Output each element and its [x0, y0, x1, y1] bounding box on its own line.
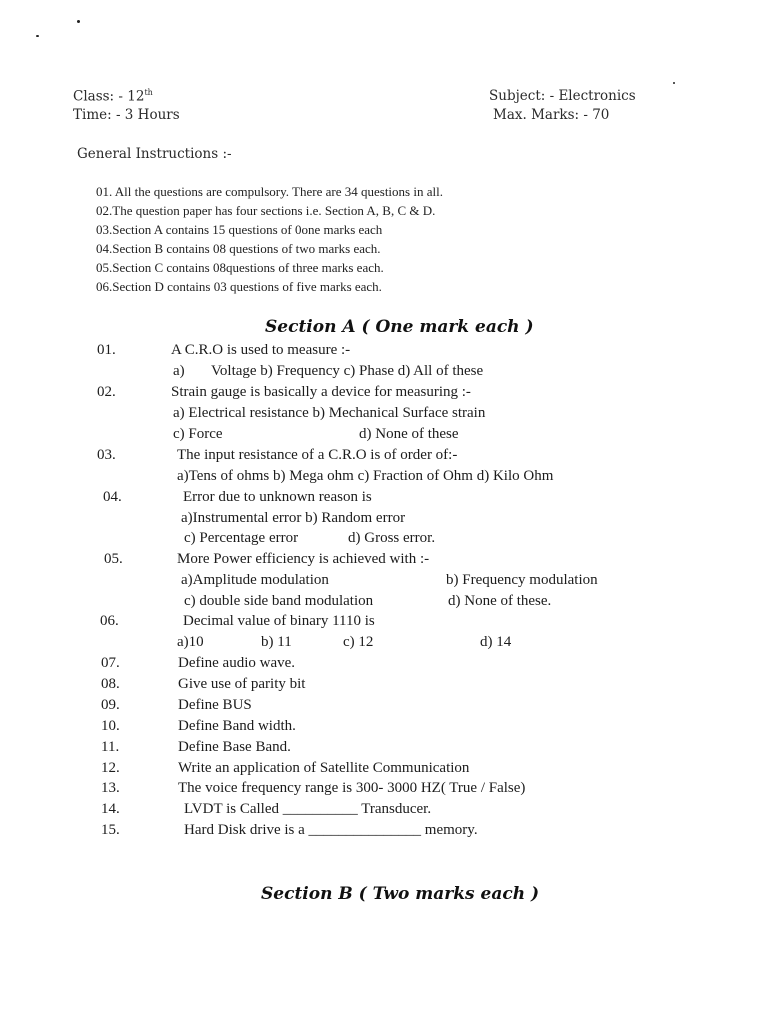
question-number: 10.	[101, 718, 120, 734]
option: d) None of these.	[448, 593, 552, 609]
option: a)Tens of ohms b) Mega ohm c) Fraction of Ohm d) Kilo Ohm	[177, 468, 554, 484]
option: a)Amplitude modulation	[181, 572, 329, 588]
section-a-title: Section A ( One mark each )	[265, 317, 534, 337]
scan-speck	[36, 35, 39, 37]
option: b) 11	[261, 634, 292, 650]
option: a)Instrumental error b) Random error	[181, 510, 406, 526]
section-b-title: Section B ( Two marks each )	[261, 884, 540, 904]
question-text: Strain gauge is basically a device for measuring :-	[171, 384, 471, 400]
option: a) Electrical resistance b) Mechanical Surface strain	[173, 405, 486, 421]
option: c) Force	[173, 426, 223, 442]
option: Voltage b) Frequency c) Phase d) All of these	[211, 363, 484, 379]
option: d) Gross error.	[348, 530, 436, 546]
option: a)	[173, 363, 185, 379]
question-number: 02.	[97, 384, 116, 400]
question-number: 01.	[97, 342, 116, 358]
question-text: Define BUS	[178, 697, 252, 713]
question-text: Error due to unknown reason is	[183, 489, 372, 505]
question-text: A C.R.O is used to measure :-	[171, 342, 351, 358]
max-marks-label: Max. Marks: - 70	[493, 107, 610, 123]
question-number: 09.	[101, 697, 120, 713]
question-number: 07.	[101, 655, 120, 671]
subject-label: Subject: - Electronics	[489, 88, 636, 104]
instruction-item: 05.Section C contains 08questions of three marks each.	[96, 260, 384, 275]
question-number: 03.	[97, 447, 116, 463]
instruction-item: 06.Section D contains 03 questions of five marks each.	[96, 279, 382, 294]
question-text: Hard Disk drive is a _______________ memory.	[184, 822, 478, 838]
question-number: 14.	[101, 801, 120, 817]
option: d) 14	[480, 634, 512, 650]
option: b) Frequency modulation	[446, 572, 598, 588]
question-number: 04.	[103, 489, 122, 505]
instruction-item: 04.Section B contains 08 questions of two marks each.	[96, 241, 381, 256]
instruction-item: 01. All the questions are compulsory. There are 34 questions in all.	[96, 184, 443, 199]
question-number: 05.	[104, 551, 123, 567]
question-text: The input resistance of a C.R.O is of order of:-	[177, 447, 458, 463]
question-text: More Power efficiency is achieved with :-	[177, 551, 430, 567]
question-text: Define audio wave.	[178, 655, 296, 671]
question-number: 13.	[101, 780, 120, 796]
time-label: Time: - 3 Hours	[73, 107, 180, 123]
option: c) double side band modulation	[184, 593, 374, 609]
instructions-title: General Instructions :-	[77, 146, 232, 162]
question-number: 06.	[100, 613, 119, 629]
option: d) None of these	[359, 426, 459, 442]
question-text: Give use of parity bit	[178, 676, 306, 692]
option: c) 12	[343, 634, 374, 650]
question-text: Write an application of Satellite Communication	[178, 760, 470, 776]
question-number: 08.	[101, 676, 120, 692]
instruction-item: 02.The question paper has four sections i.e. Section A, B, C & D.	[96, 203, 436, 218]
question-text: The voice frequency range is 300- 3000 HZ( True / False)	[178, 780, 526, 796]
question-text: Define Base Band.	[178, 739, 291, 755]
question-text: Decimal value of binary 1110 is	[183, 613, 375, 629]
option: c) Percentage error	[184, 530, 299, 546]
question-number: 11.	[101, 739, 120, 755]
scan-speck	[77, 20, 80, 23]
scan-speck	[673, 82, 675, 84]
question-text: LVDT is Called __________ Transducer.	[184, 801, 432, 817]
question-text: Define Band width.	[178, 718, 296, 734]
option: a)10	[177, 634, 204, 650]
question-number: 15.	[101, 822, 120, 838]
class-label: Class: - 12th	[73, 88, 153, 105]
question-number: 12.	[101, 760, 120, 776]
instruction-item: 03.Section A contains 15 questions of 0one marks each	[96, 222, 383, 237]
